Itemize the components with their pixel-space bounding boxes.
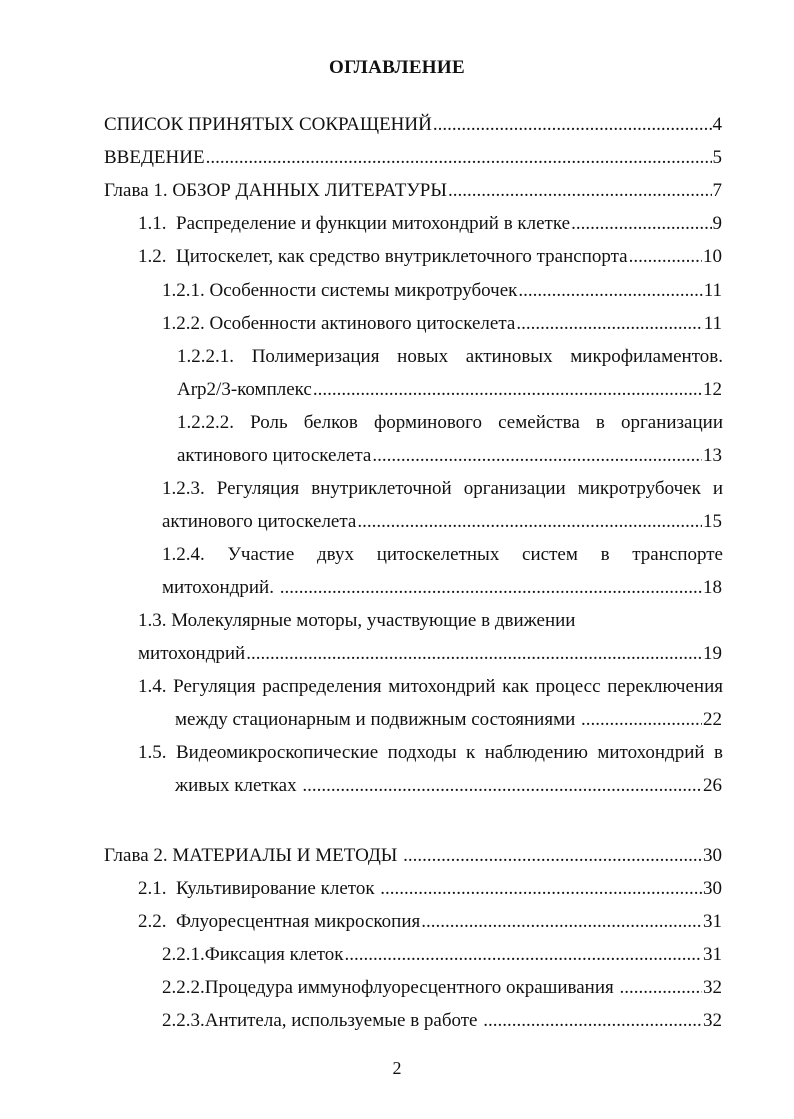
toc-page-number: 22 [703, 709, 722, 730]
toc-entry-1-2-2[interactable] [162, 307, 722, 340]
toc-entry-chapter-2[interactable] [104, 839, 722, 872]
toc-entry-text: Антитела, используемые в работе [204, 1010, 483, 1031]
toc-page-number: 11 [703, 313, 722, 334]
toc-entry-text: 1.2.4. Участие двух цитоскелетных систем в транспорте [162, 544, 723, 565]
toc-entry-text: ВВЕДЕНИЕ [104, 147, 205, 168]
toc-entry-text: 2.2. Флуоресцентная микроскопия [138, 911, 421, 932]
toc-entry-text: актинового цитоскелета [177, 445, 372, 466]
toc-page-number: 32 [703, 977, 722, 998]
toc-entry-text: живых клетках [175, 775, 302, 796]
toc-leader [246, 637, 702, 670]
toc-entry-text: 1.2.2.2. Роль белков форминового семейства в организации [177, 412, 723, 433]
toc-entry-text: Arp2/3-комплекс [177, 379, 312, 400]
toc-page-number: 7 [712, 180, 722, 201]
toc-page-number: 31 [703, 911, 722, 932]
toc-entry-continuation [177, 439, 722, 472]
toc-entry-number: 2.2.1. [162, 944, 205, 965]
toc-leader [345, 938, 702, 971]
toc-page-number: 18 [703, 577, 722, 598]
toc-page-number: 13 [703, 445, 722, 466]
toc-leader [516, 307, 702, 340]
toc-leader [571, 207, 711, 240]
toc-entry-introduction[interactable] [104, 141, 722, 174]
toc-entry-text: между стационарным и подвижным состояниями [175, 709, 581, 730]
toc-page-number: 5 [712, 147, 722, 168]
toc-leader [313, 373, 702, 406]
toc-entry-text: 1.2.1. Особенности системы микротрубочек [162, 280, 518, 301]
toc-leader [518, 274, 702, 307]
toc-entry-abbreviations[interactable] [104, 108, 722, 141]
toc-leader [357, 505, 702, 538]
toc-page-number: 9 [712, 213, 722, 234]
toc-entry-text: 1.2.3. Регуляция внутриклеточной организации микротрубочек и [162, 478, 723, 499]
toc-page-number: 31 [703, 944, 722, 965]
toc-entry-2-2-2[interactable] [162, 971, 722, 1004]
toc-leader [206, 141, 712, 174]
toc-leader [581, 703, 702, 736]
toc-leader [380, 872, 702, 905]
toc-entry-text: митохондрий [138, 643, 246, 664]
page-number: 2 [392, 1058, 402, 1078]
toc-entry-text: митохондрий. [162, 577, 279, 598]
toc-leader [483, 1004, 702, 1037]
toc-entry-text: Глава 1. ОБЗОР ДАННЫХ ЛИТЕРАТУРЫ [104, 180, 447, 201]
toc-entry-text: Глава 2. МАТЕРИАЛЫ И МЕТОДЫ [104, 845, 403, 866]
toc-entry-1-1[interactable] [138, 207, 722, 240]
toc-entry-text: 1.2. Цитоскелет, как средство внутриклеточного транспорта [138, 246, 628, 267]
toc-entry-continuation [162, 505, 722, 538]
toc-entry-text: 1.1. Распределение и функции митохондрий в клетке [138, 213, 571, 234]
toc-entry-1-2-1[interactable] [162, 274, 722, 307]
toc-entry-1-2[interactable] [138, 240, 722, 273]
toc-page-number: 32 [703, 1010, 722, 1031]
toc-leader [433, 108, 712, 141]
toc-page-number: 26 [703, 775, 722, 796]
toc-entry-continuation [175, 703, 722, 736]
toc-page-number: 30 [703, 878, 722, 899]
toc-entry-2-2-1[interactable] [162, 938, 722, 971]
toc-page-number: 19 [703, 643, 722, 664]
toc-entry-text: СПИСОК ПРИНЯТЫХ СОКРАЩЕНИЙ [104, 114, 432, 135]
toc-entry-2-2-3[interactable] [162, 1004, 722, 1037]
toc-leader [302, 769, 702, 802]
toc-entry-text: 1.3. Молекулярные моторы, участвующие в движении [138, 610, 576, 631]
toc-page-number: 10 [703, 246, 722, 267]
toc-entry-text: 1.2.2.1. Полимеризация новых актиновых микрофиламентов. [177, 346, 723, 367]
toc-leader [448, 174, 712, 207]
toc-leader [421, 905, 702, 938]
toc-leader [620, 971, 703, 1004]
toc-entry-text: 1.5. Видеомикроскопические подходы к наблюдению митохондрий в [138, 742, 723, 763]
page-title: ОГЛАВЛЕНИЕ [329, 57, 465, 78]
toc-entry-continuation [177, 373, 722, 406]
toc-page-number: 12 [703, 379, 722, 400]
toc-page-number: 4 [712, 114, 722, 135]
toc-leader [629, 240, 702, 273]
toc-entry-text: 2.1. Культивирование клеток [138, 878, 380, 899]
toc-page-number: 15 [703, 511, 722, 532]
toc-leader [403, 839, 702, 872]
toc-entry-text: Процедура иммунофлуоресцентного окрашивания [204, 977, 619, 998]
toc-leader [372, 439, 702, 472]
toc-entry-text: актинового цитоскелета [162, 511, 357, 532]
toc-entry-chapter-1[interactable] [104, 174, 722, 207]
toc-entry-text: Фиксация клеток [204, 944, 344, 965]
toc-page-number: 30 [703, 845, 722, 866]
toc-entry-number: 2.2.3. [162, 1010, 205, 1031]
toc-entry-continuation [162, 571, 722, 604]
toc-entry-2-2[interactable] [138, 905, 722, 938]
toc-entry-continuation [175, 769, 722, 802]
toc-page-number: 11 [703, 280, 722, 301]
toc-entry-text: 1.2.2. Особенности актинового цитоскелета [162, 313, 516, 334]
toc-entry-number: 2.2.2. [162, 977, 205, 998]
toc-entry-continuation [138, 637, 722, 670]
toc-entry-2-1[interactable] [138, 872, 722, 905]
toc-leader [280, 571, 702, 604]
toc-entry-text: 1.4. Регуляция распределения митохондрий как процесс переключения [138, 676, 723, 697]
